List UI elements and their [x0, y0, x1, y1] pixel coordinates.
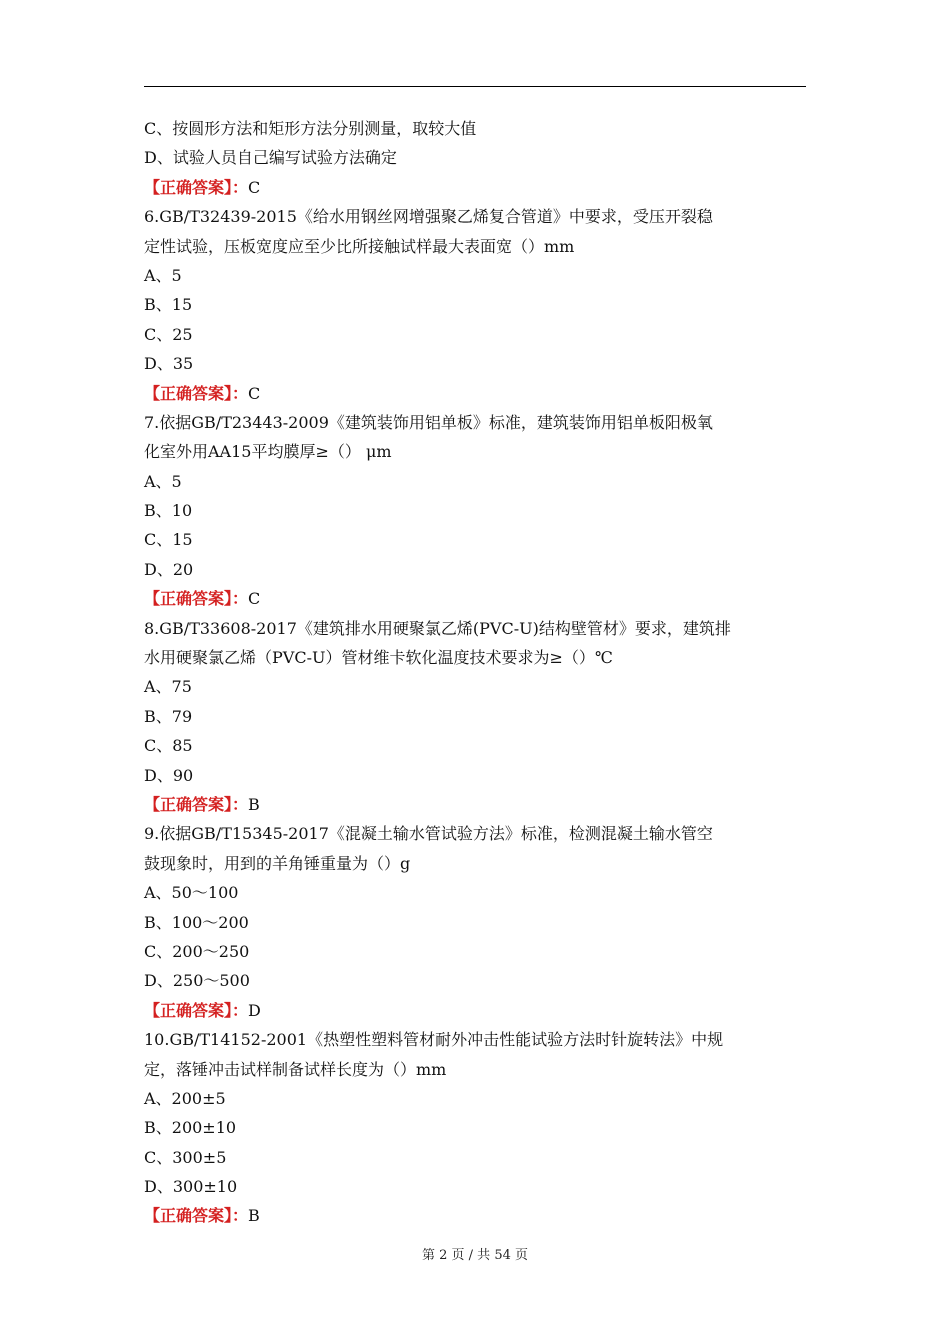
answer-line: [144, 996, 806, 1025]
question-text: 化室外用AA15平均膜厚≥（） μm: [144, 442, 392, 462]
answer-value: B: [248, 794, 260, 814]
question-text: 7.依据GB/T23443-2009《建筑装饰用铝单板》标准，建筑装饰用铝单板阳极氧: [144, 412, 713, 432]
answer-value: B: [248, 1206, 260, 1226]
question-text: 9.依据GB/T15345-2017《混凝土输水管试验方法》标准，检测混凝土输水管空: [144, 824, 713, 844]
option-line: B、79: [144, 706, 193, 726]
option-line: A、200±5: [144, 1088, 226, 1108]
answer-label: 【正确答案】：: [144, 1000, 249, 1020]
answer-value: C: [248, 383, 261, 403]
page-footer: 第 2 页 / 共 54 页: [422, 1248, 528, 1263]
question-text: 鼓现象时，用到的羊角锤重量为（）g: [144, 853, 411, 873]
question-text: 6.GB/T32439-2015《给水用钢丝网增强聚乙烯复合管道》中要求，受压开裂稳: [144, 207, 713, 227]
answer-label: 【正确答案】：: [144, 794, 249, 814]
option-line: B、15: [144, 295, 193, 315]
answer-value: C: [248, 589, 261, 609]
option-line: C、15: [144, 530, 193, 550]
answer-line: [144, 379, 806, 408]
question-text: 10.GB/T14152-2001《热塑性塑料管材耐外冲击性能试验方法时针旋转法》中规: [144, 1030, 724, 1050]
option-line: D、250～500: [144, 971, 250, 991]
question-text: 水用硬聚氯乙烯（PVC-U）管材维卡软化温度技术要求为≥（）℃: [144, 648, 613, 668]
option-line: D、20: [144, 559, 194, 579]
answer-value: C: [248, 177, 261, 197]
answer-line: [144, 584, 806, 613]
answer-value: D: [248, 1000, 261, 1020]
option-line: C、按圆形方法和矩形方法分别测量，取较大值: [144, 119, 477, 138]
option-line: C、25: [144, 324, 193, 344]
page-content: [144, 114, 806, 1231]
answer-line: [144, 790, 806, 819]
answer-line: [144, 173, 806, 202]
option-line: A、50～100: [144, 883, 239, 903]
question-text: 8.GB/T33608-2017《建筑排水用硬聚氯乙烯(PVC-U)结构壁管材》要求，建筑排: [144, 618, 731, 638]
answer-label: 【正确答案】：: [144, 177, 249, 197]
option-line: C、85: [144, 736, 193, 756]
option-line: A、75: [144, 677, 192, 697]
answer-label: 【正确答案】：: [144, 383, 249, 403]
answer-label: 【正确答案】：: [144, 1206, 249, 1226]
question-text: 定，落锤冲击试样制备试样长度为（）mm: [144, 1059, 447, 1079]
option-line: A、5: [144, 265, 182, 285]
option-line: D、90: [144, 765, 194, 785]
answer-label: 【正确答案】：: [144, 589, 249, 609]
option-line: B、100～200: [144, 912, 249, 932]
option-line: C、300±5: [144, 1147, 227, 1167]
option-line: B、10: [144, 501, 193, 521]
question-text: 定性试验，压板宽度应至少比所接触试样最大表面宽（）mm: [144, 236, 575, 256]
option-line: C、200～250: [144, 941, 250, 961]
option-line: D、35: [144, 354, 194, 374]
answer-line: [144, 1201, 806, 1230]
header-rule: [144, 86, 806, 87]
option-line: D、300±10: [144, 1177, 238, 1197]
option-line: D、试验人员自己编写试验方法确定: [144, 148, 397, 168]
option-line: A、5: [144, 471, 182, 491]
option-line: B、200±10: [144, 1118, 237, 1138]
